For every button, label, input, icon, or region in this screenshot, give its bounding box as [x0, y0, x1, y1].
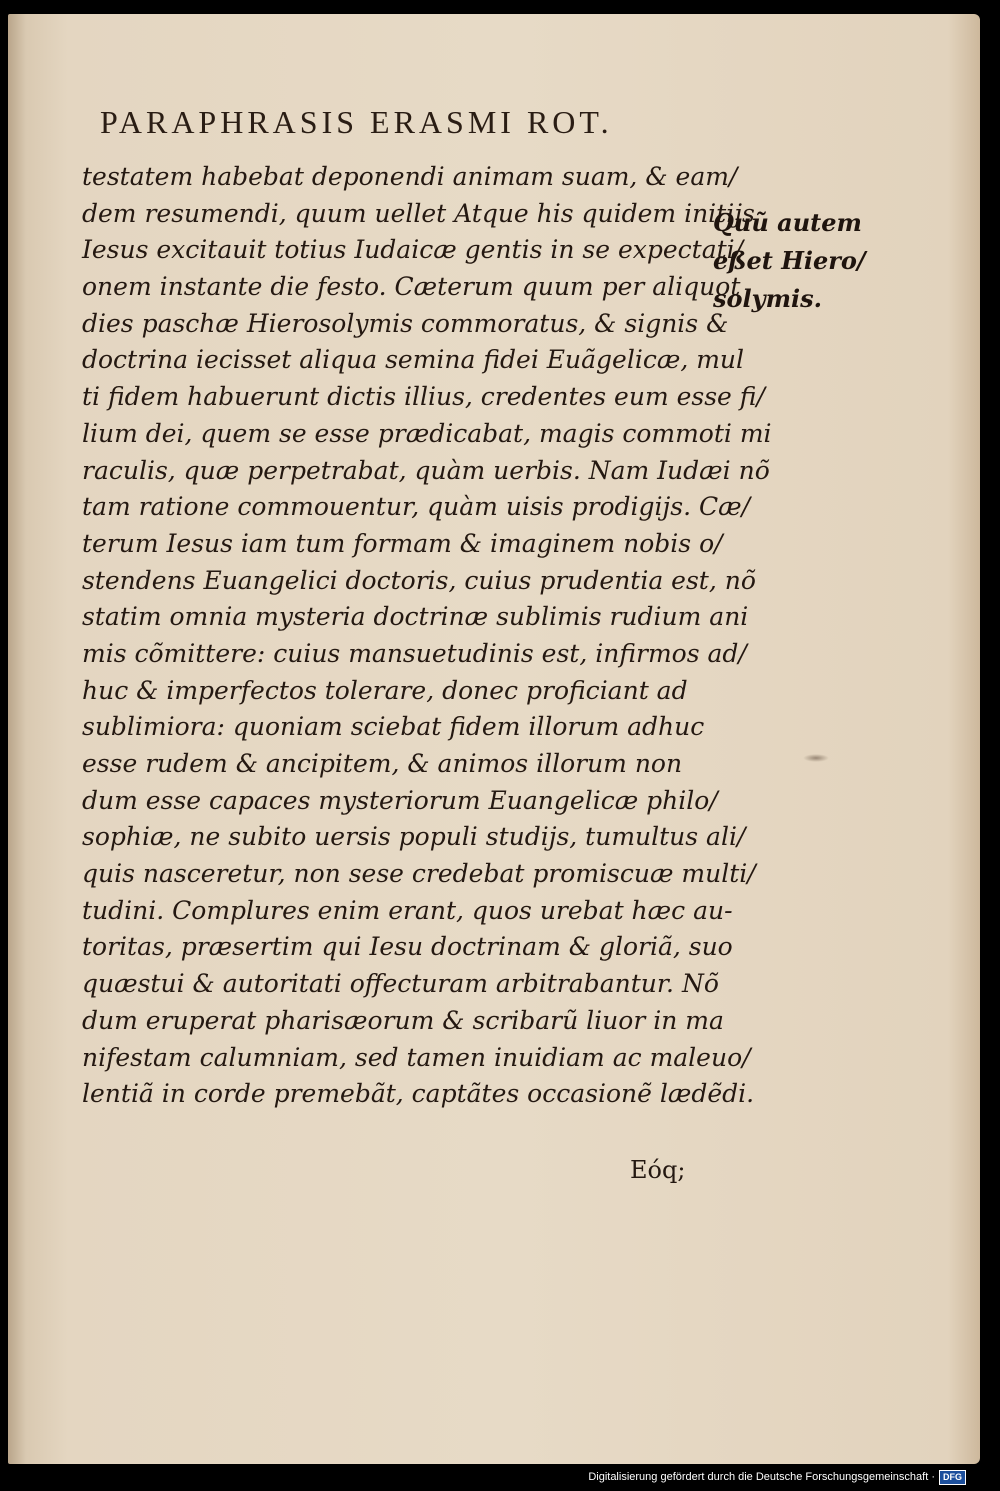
text-line: sophiæ, ne subito uersis populi studijs, tumultus ali/	[82, 822, 746, 852]
text-line: quæstui & autoritati offecturam arbitrabantur. Nõ	[82, 969, 719, 999]
text-line: terum Iesus iam tum formam & imaginem nobis o/	[82, 528, 723, 558]
book-page	[8, 14, 980, 1464]
text-line: quis nasceretur, non sese credebat promiscuæ multi/	[82, 859, 756, 889]
text-line: tudini. Complures enim erant, quos urebat hæc au-	[82, 895, 733, 925]
catchword: Eóq;	[630, 1156, 686, 1184]
text-line: nifestam calumniam, sed tamen inuidiam ac maleuo/	[82, 1042, 751, 1072]
marginal-note-line: Quũ autem	[713, 208, 862, 237]
body-text	[82, 159, 772, 1113]
marginal-note	[713, 204, 866, 318]
text-line: Iesus excitauit totius Iudaicæ gentis in se expectati/	[82, 235, 744, 265]
text-line: dum eruperat pharisæorum & scribarũ liuor in ma	[82, 1005, 724, 1035]
text-line: stendens Euangelici doctoris, cuius prudentia est, nõ	[82, 565, 756, 595]
text-line: doctrina iecisset aliqua semina fidei Euãgelicæ, mul	[82, 345, 745, 375]
text-line: lentiã in corde premebãt, captãtes occasionẽ lædẽdi.	[82, 1079, 755, 1109]
text-line: ti fidem habuerunt dictis illius, credentes eum esse fi/	[82, 382, 765, 412]
text-line: dum esse capaces mysteriorum Euangelicæ philo/	[82, 785, 718, 815]
footer	[588, 1469, 966, 1485]
text-line: dies paschæ Hierosolymis commoratus, & signis &	[82, 308, 729, 338]
text-line: tam ratione commouentur, quàm uisis prodigijs. Cæ/	[82, 492, 751, 522]
marginal-note-line: solymis.	[713, 284, 822, 313]
text-line: mis cõmittere: cuius mansuetudinis est, infirmos ad/	[82, 638, 747, 668]
dfg-logo-icon: DFG	[939, 1470, 966, 1485]
text-line: onem instante die festo. Cæterum quum per aliquot	[82, 272, 741, 302]
marginal-note-line: eßet Hiero/	[713, 246, 866, 275]
text-line: raculis, quæ perpetrabat, quàm uerbis. Nam Iudæi nõ	[82, 455, 770, 485]
text-line: esse rudem & ancipitem, & animos illorum non	[82, 749, 683, 778]
ink-smudge	[803, 754, 829, 762]
text-line: sublimiora: quoniam sciebat fidem illorum adhuc	[82, 712, 705, 742]
text-line: huc & imperfectos tolerare, donec proficiant ad	[82, 675, 688, 705]
running-head: PARAPHRASIS ERASMI ROT.	[100, 104, 613, 140]
text-line: statim omnia mysteria doctrinæ sublimis rudium ani	[82, 602, 749, 632]
text-line: lium dei, quem se esse prædicabat, magis commoti mi	[82, 418, 772, 448]
text-line: testatem habebat deponendi animam suam, & eam/	[82, 162, 738, 191]
text-line: dem resumendi, quum uellet Atque his quidem initijs	[82, 198, 755, 228]
funding-credit: Digitalisierung gefördert durch die Deutsche Forschungsgemeinschaft ·	[588, 1471, 935, 1483]
text-line: toritas, præsertim qui Iesu doctrinam & gloriã, suo	[82, 932, 733, 962]
